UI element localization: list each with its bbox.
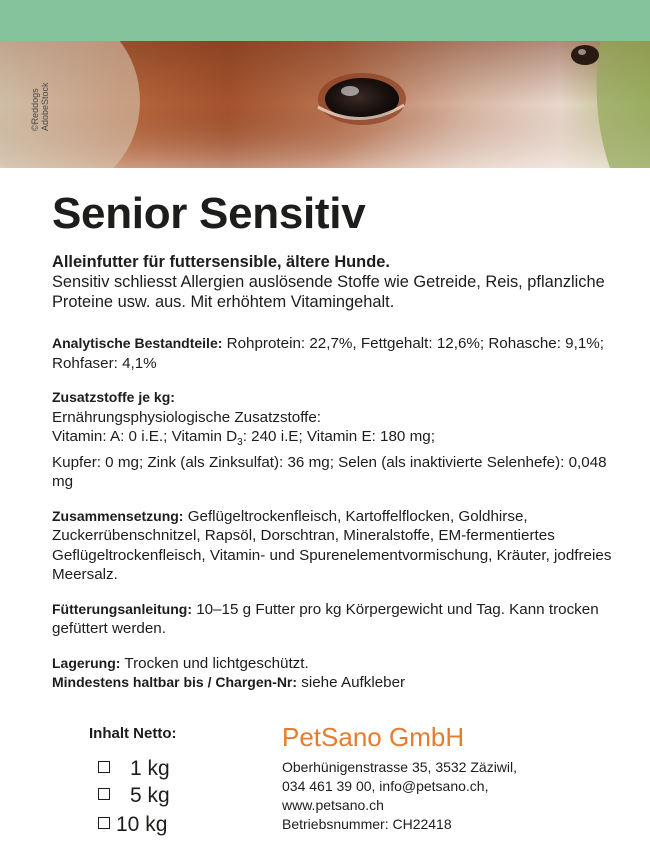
lead-paragraph <box>52 252 622 312</box>
additives-label: Zusatzstoffe je kg: <box>52 389 175 405</box>
footer <box>0 720 650 860</box>
feeding-label: Fütterungsanleitung: <box>52 600 192 617</box>
photo-credit-line1: ©Reddogs <box>30 88 40 131</box>
additives-line1: Ernährungsphysiologische Zusatzstoffe: <box>52 408 322 426</box>
company-address-block <box>282 758 517 834</box>
weight-option-10kg[interactable] <box>98 812 167 838</box>
additives-section <box>52 388 622 492</box>
vitamin-rest-text: : 240 i.E; Vitamin E: 180 mg; <box>242 428 435 445</box>
checkbox-icon[interactable] <box>98 817 110 829</box>
vitamin-d-subscript: 3 <box>237 437 243 449</box>
composition-section <box>52 507 622 585</box>
weight-option-5kg[interactable] <box>98 783 170 809</box>
lead-text: Sensitiv schliesst Allergien auslösende Stoffe wie Getreide, Reis, pflanzliche Proteine usw. aus. Mit erhöhtem Vitamingehalt. <box>52 273 605 311</box>
weight-option-label: 1 kg <box>130 757 170 780</box>
header-accent-bar <box>0 0 650 41</box>
shelf-label: Mindestens haltbar bis / Chargen-Nr: <box>52 674 298 691</box>
checkbox-icon[interactable] <box>98 788 110 800</box>
analytic-text: Rohprotein: 22,7%, Fettgehalt: 12,6%; Rohasche: 9,1%; Rohfaser: 4,1% <box>52 335 604 372</box>
shelf-text: siehe Aufkleber <box>297 674 406 692</box>
photo-credit-line2: AdobeStock <box>40 82 50 131</box>
feeding-section <box>52 600 622 639</box>
company-contact: 034 461 39 00, info@petsano.ch, <box>282 778 489 794</box>
weight-option-1kg[interactable] <box>98 756 170 782</box>
checkbox-icon[interactable] <box>98 761 110 773</box>
weight-option-label: 5 kg <box>130 784 170 807</box>
net-content-label: Inhalt Netto: <box>89 725 177 742</box>
company-business-number: Betriebsnummer: CH22418 <box>282 816 452 832</box>
product-title: Senior Sensitiv <box>52 189 366 238</box>
composition-text: Geflügeltrockenfleisch, Kartoffelflocken, Goldhirse, Zuckerrübenschnitzel, Rapsöl, Dorschtran, Mineralstoffe, EM-fermentiertes Geflügeltrockenfleisch, Vitamin- und Spurenelementvormischung, Kräuter, jodfreies Meersalz. <box>52 507 612 584</box>
dog-photo <box>0 41 650 168</box>
storage-text: Trocken und lichtgeschützt. <box>120 654 309 672</box>
weight-option-label: 10 kg <box>116 813 168 836</box>
minerals-text: Kupfer: 0 mg; Zink (als Zinksulfat): 36 mg; Selen (als inaktivierte Selenhefe): 0,048 mg <box>52 453 607 491</box>
company-website[interactable]: www.petsano.ch <box>282 797 384 813</box>
feeding-text: 10–15 g Futter pro kg Körpergewicht und Tag. Kann trocken gefüttert werden. <box>52 600 599 638</box>
vitamin-a-text: Vitamin: A: 0 i.E.; Vitamin D <box>52 428 238 445</box>
storage-label: Lagerung: <box>52 654 121 671</box>
lead-headline: Alleinfutter für futtersensible, ältere Hunde. <box>52 253 390 271</box>
analytic-label: Analytische Bestandteile: <box>52 335 223 351</box>
company-address: Oberhünigenstrasse 35, 3532 Zäziwil, <box>282 759 518 775</box>
product-description <box>52 188 622 693</box>
dog-eye-image <box>0 41 650 168</box>
analytic-section <box>52 334 622 373</box>
company-name: PetSano GmbH <box>282 722 465 752</box>
composition-label: Zusammensetzung: <box>52 507 184 524</box>
storage-section <box>52 654 622 693</box>
photo-credit <box>30 73 52 131</box>
